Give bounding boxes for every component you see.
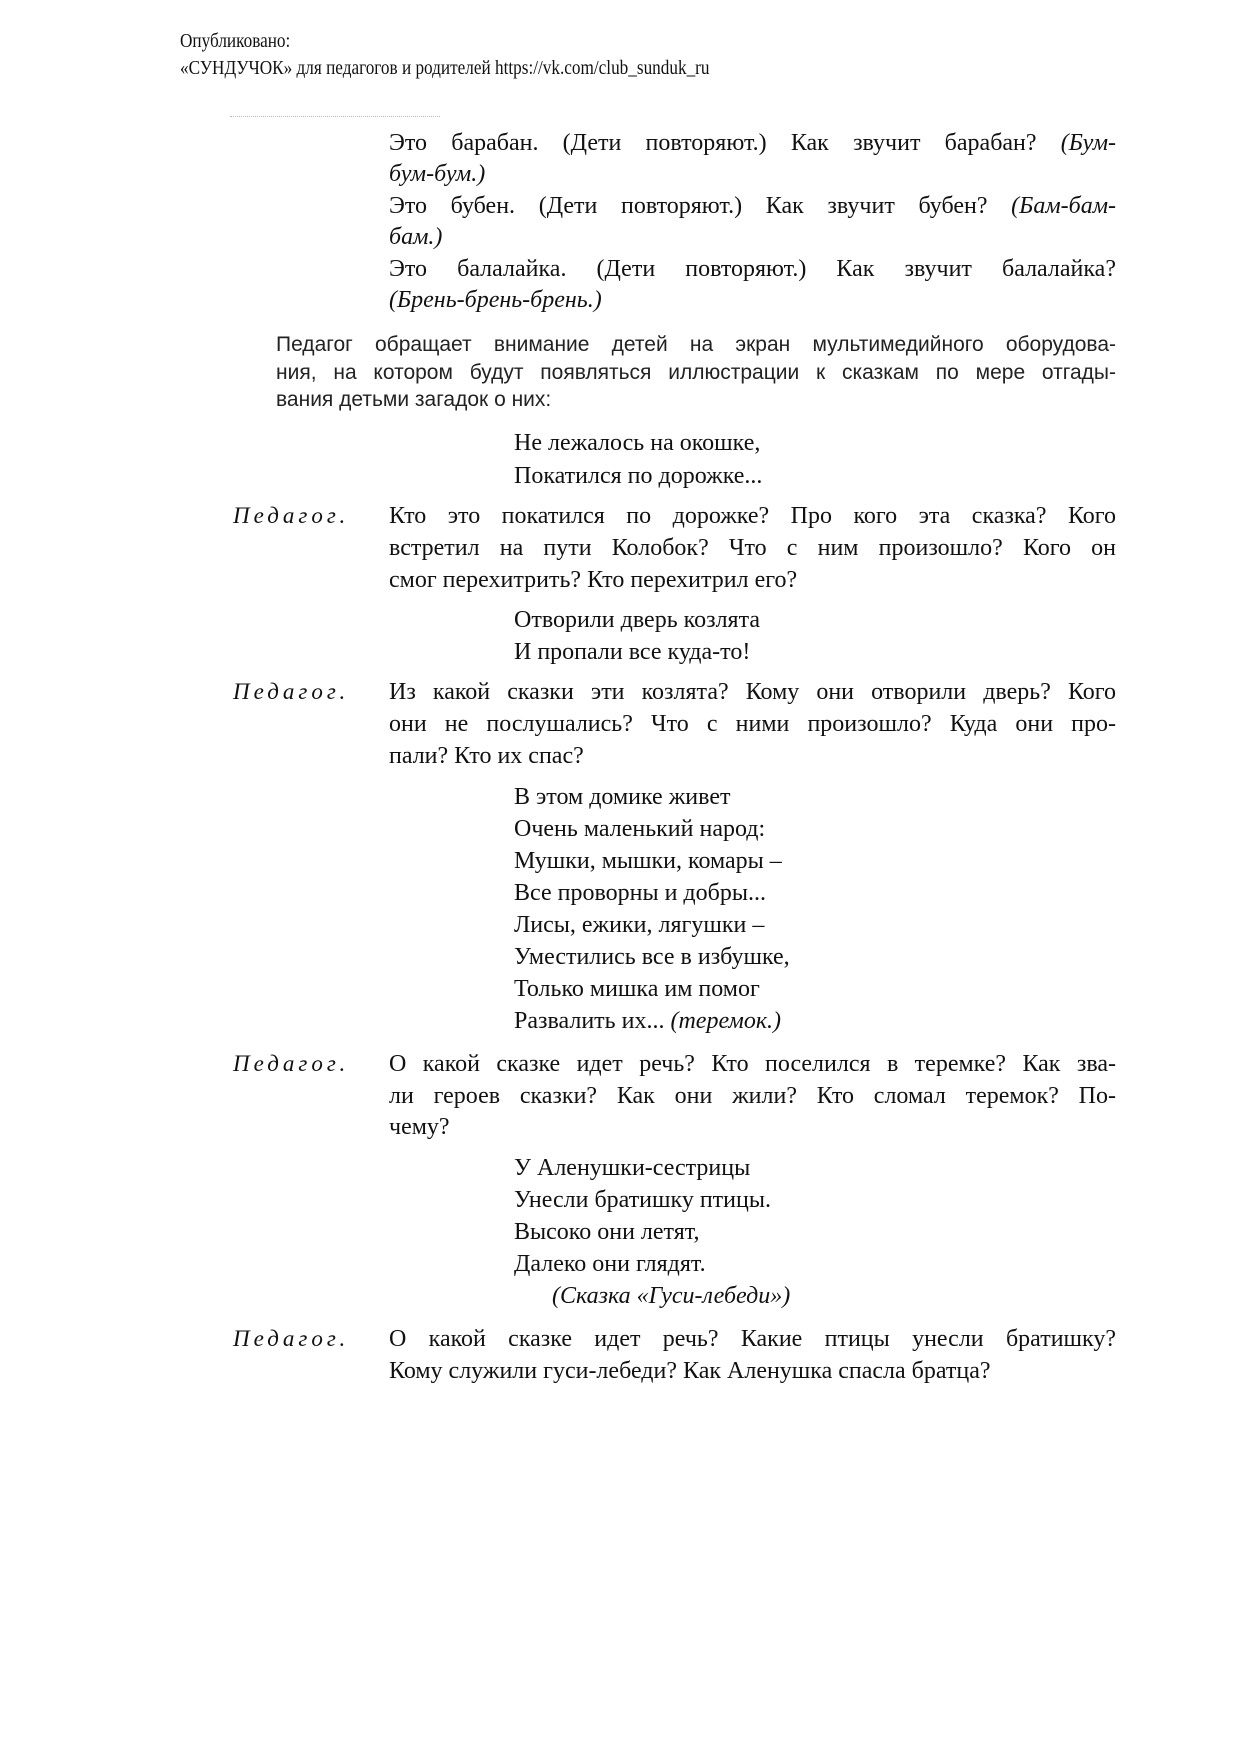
intro-line: Это балалайка. (Дети повторяют.) Как звучит балалайка? <box>389 256 1116 282</box>
question-line: Кому служили гуси-лебеди? Как Аленушка спасла братца? <box>389 1358 991 1384</box>
question-line: Из какой сказки эти козлята? Кому они отворили дверь? Кого <box>389 679 1116 705</box>
instruction-line: вания детьми загадок о них: <box>276 388 552 411</box>
poem-line: Все проворны и добры... <box>514 880 766 906</box>
poem-line: Отворили дверь козлята <box>514 607 761 633</box>
poem-line: Покатился по дорожке... <box>514 463 763 489</box>
poem-line: Не лежалось на окошке, <box>514 430 761 456</box>
source-line: «СУНДУЧОК» для педагогов и родителей https://vk.com/club_sunduk_ru <box>180 57 710 79</box>
instruction-line: Педагог обращает внимание детей на экран мультимедийного оборудова- <box>276 333 1116 356</box>
speaker-label: Педагог. <box>233 679 350 704</box>
speaker-label: Педагог. <box>233 1051 350 1076</box>
question-line: ли героев сказки? Как они жили? Кто сломал теремок? По- <box>389 1083 1116 1109</box>
poem-line: И пропали все куда-то! <box>514 639 751 665</box>
poem-line: Высоко они летят, <box>514 1219 700 1245</box>
poem-line: В этом домике живет <box>514 784 731 810</box>
riddle-answer: (теремок.) <box>670 1008 782 1034</box>
riddle-answer: (Сказка «Гуси-лебеди») <box>552 1283 791 1309</box>
speaker-label: Педагог. <box>233 503 350 528</box>
question-line: смог перехитрить? Кто перехитрил его? <box>389 567 798 593</box>
intro-line: бум-бум.) <box>389 161 486 187</box>
poem-line: Далеко они глядят. <box>514 1251 706 1277</box>
intro-line: бам.) <box>389 224 443 250</box>
question-line: встретил на пути Колобок? Что с ним произошло? Кого он <box>389 535 1116 561</box>
poem-line: Мушки, мышки, комары – <box>514 848 782 874</box>
intro-line: Это барабан. (Дети повторяют.) Как звучит барабан? (Бум- <box>389 130 1117 156</box>
question-line: чему? <box>389 1114 450 1140</box>
poem-line: Развалить их... (теремок.) <box>514 1008 782 1034</box>
poem-line: Лисы, ежики, лягушки – <box>514 912 765 938</box>
question-line: пали? Кто их спас? <box>389 743 584 769</box>
question-line: Кто это покатился по дорожке? Про кого эта сказка? Кого <box>389 503 1116 529</box>
question-line: О какой сказке идет речь? Какие птицы унесли братишку? <box>389 1326 1116 1352</box>
poem-line: Только мишка им помог <box>514 976 760 1002</box>
poem-line: Уместились все в избушке, <box>514 944 790 970</box>
poem-line: У Аленушки-сестрицы <box>514 1155 751 1181</box>
instruction-line: ния, на котором будут появляться иллюстрации к сказкам по мере отгады- <box>276 361 1116 384</box>
question-line: они не послушались? Что с ними произошло? Куда они про- <box>389 711 1116 737</box>
speaker-label: Педагог. <box>233 1326 350 1351</box>
intro-line: Это бубен. (Дети повторяют.) Как звучит бубен? (Бам-бам- <box>389 193 1117 219</box>
published-label: Опубликовано: <box>180 30 291 52</box>
poem-line: Унесли братишку птицы. <box>514 1187 771 1213</box>
poem-line: Очень маленький народ: <box>514 816 766 842</box>
question-line: О какой сказке идет речь? Кто поселился в теремке? Как зва- <box>389 1051 1116 1077</box>
divider <box>230 116 440 117</box>
intro-line: (Брень-брень-брень.) <box>389 287 602 313</box>
